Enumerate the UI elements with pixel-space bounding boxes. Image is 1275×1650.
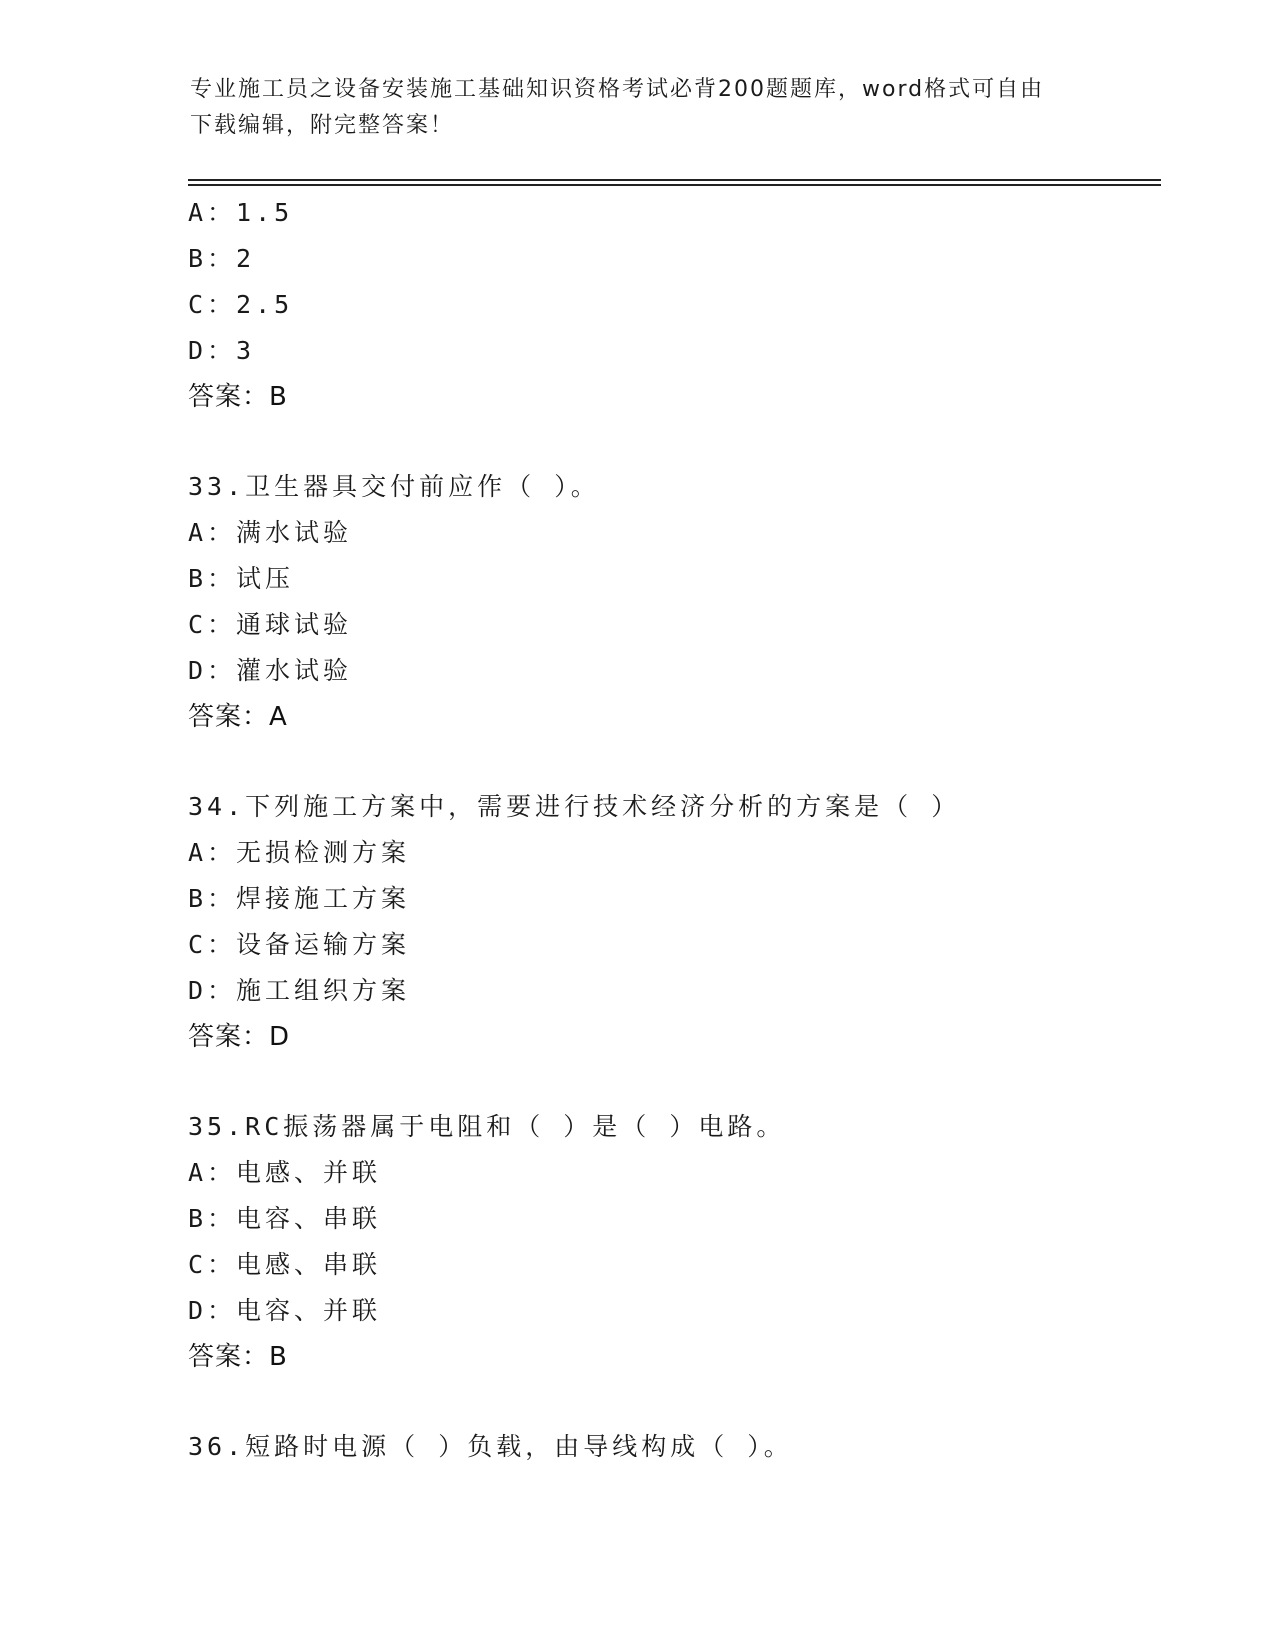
option-b: B：电容、串联 (188, 1204, 382, 1233)
option-a: A：电感、并联 (188, 1158, 382, 1187)
document-header (190, 72, 1090, 144)
answer-label: 答案：D (188, 1022, 291, 1052)
question-33 (188, 464, 1148, 740)
option-c: C：2.5 (188, 290, 294, 319)
question-list (188, 190, 1148, 1470)
question-stem: 35.RC振荡器属于电阻和（ ）是（ ）电路。 (188, 1112, 786, 1141)
option-a: A：满水试验 (188, 518, 353, 547)
option-b: B：焊接施工方案 (188, 884, 411, 913)
question-32-continuation (188, 190, 1148, 420)
question-35 (188, 1104, 1148, 1380)
answer-label: 答案：A (188, 702, 288, 732)
option-c: C：通球试验 (188, 610, 353, 639)
option-a: A：无损检测方案 (188, 838, 411, 867)
option-d: D：灌水试验 (188, 656, 353, 685)
header-divider-bottom (188, 184, 1161, 186)
option-a: A：1.5 (188, 198, 294, 227)
header-line-2: 下载编辑，附完整答案！ (190, 113, 455, 138)
question-stem: 33.卫生器具交付前应作（ ）。 (188, 472, 600, 501)
answer-label: 答案：B (188, 1342, 288, 1372)
question-36 (188, 1424, 1148, 1470)
option-c: C：设备运输方案 (188, 930, 411, 959)
question-34 (188, 784, 1148, 1060)
option-b: B：2 (188, 244, 256, 273)
option-d: D：3 (188, 336, 256, 365)
header-line-1: 专业施工员之设备安装施工基础知识资格考试必背200题题库，word格式可自由 (190, 77, 1045, 102)
option-d: D：施工组织方案 (188, 976, 411, 1005)
question-stem: 34.下列施工方案中，需要进行技术经济分析的方案是（ ） (188, 792, 961, 821)
option-d: D：电容、并联 (188, 1296, 382, 1325)
option-c: C：电感、串联 (188, 1250, 382, 1279)
header-divider-top (188, 179, 1161, 181)
answer-label: 答案：B (188, 382, 288, 412)
option-b: B：试压 (188, 564, 295, 593)
question-stem: 36.短路时电源（ ）负载，由导线构成（ ）。 (188, 1432, 793, 1461)
